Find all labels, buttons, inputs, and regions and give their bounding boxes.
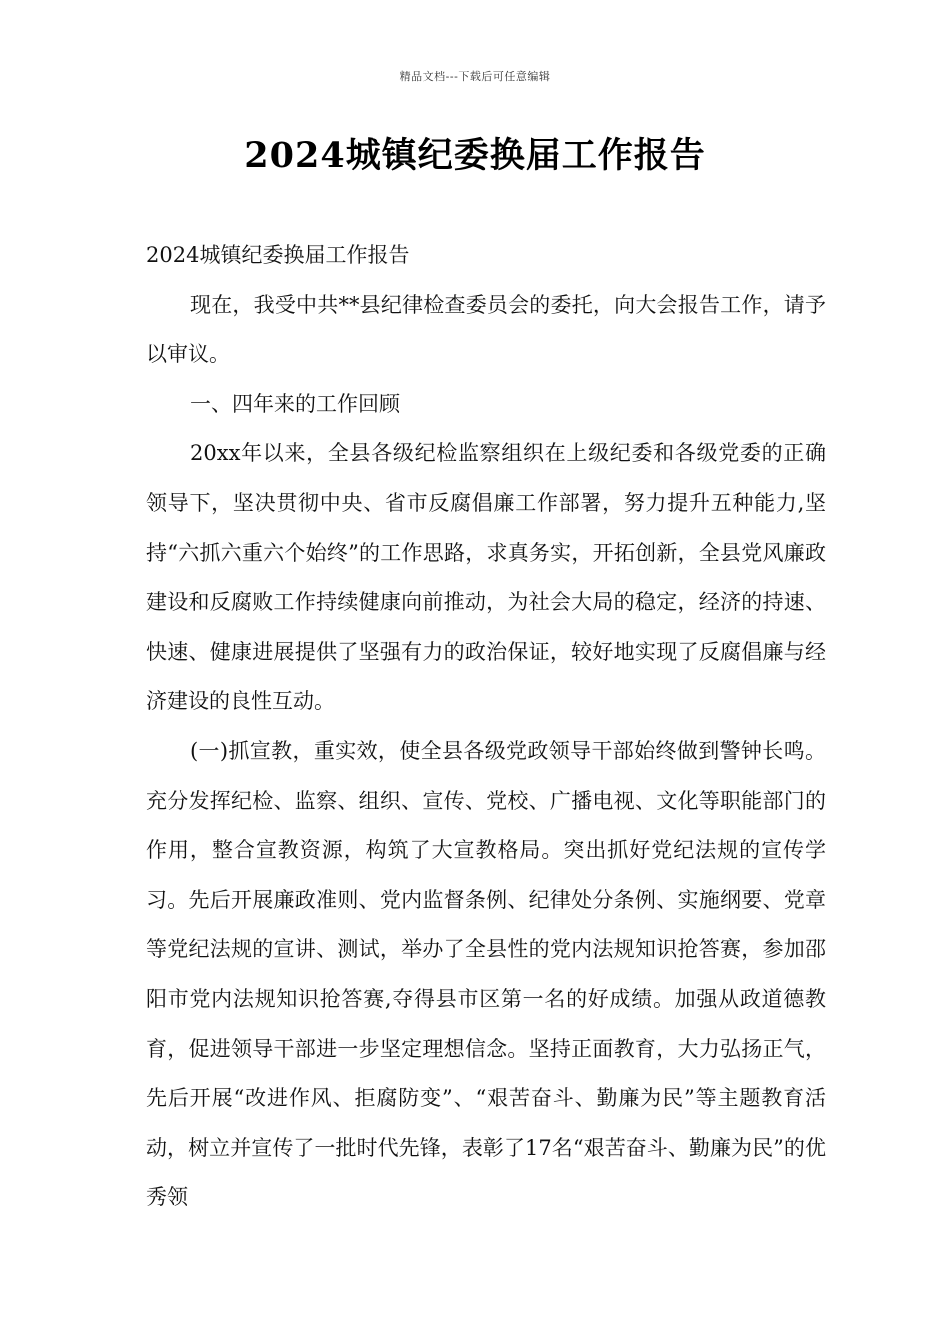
document-body bbox=[146, 231, 826, 1223]
body-paragraph: 20xx年以来，全县各级纪检监察组织在上级纪委和各级党委的正确领导下，坚决贯彻中央、省市反腐倡廉工作部署，努力提升五种能力,坚持“六抓六重六个始终”的工作思路，求真务实，开拓创新，全县党风廉政建设和反腐败工作持续健康向前推动，为社会大局的稳定，经济的持速、快速、健康进展提供了坚强有力的政治保证，较好地实现了反腐倡廉与经济建设的良性互动。 bbox=[146, 441, 826, 714]
body-paragraph: (一)抓宣教，重实效，使全县各级党政领导干部始终做到警钟长鸣。充分发挥纪检、监察、组织、宣传、党校、广播电视、文化等职能部门的作用，整合宣教资源，构筑了大宣教格局。突出抓好党纪法规的宣传学习。先后开展廉政准则、党内监督条例、纪律处分条例、实施纲要、党章等党纪法规的宣讲、测试，举办了全县性的党内法规知识抢答赛，参加邵阳市党内法规知识抢答赛,夺得县市区第一名的好成绩。加强从政道德教育，促进领导干部进一步坚定理想信念。坚持正面教育，大力弘扬正气，先后开展“改进作风、拒腐防变”、“艰苦奋斗、勤廉为民”等主题教育活动，树立并宣传了一批时代先锋，表彰了17名“艰苦奋斗、勤廉为民”的优秀领 bbox=[146, 738, 826, 1210]
document-title: 2024城镇纪委换届工作报告 bbox=[244, 135, 706, 176]
section-heading: 一、四年来的工作回顾 bbox=[190, 391, 400, 416]
subtitle-paragraph: 2024城镇纪委换届工作报告 bbox=[146, 243, 410, 267]
intro-paragraph: 现在，我受中共**县纪律检查委员会的委托，向大会报告工作，请予以审议。 bbox=[146, 292, 826, 367]
page-header-note: 精品文档---下载后可任意编辑 bbox=[399, 70, 551, 83]
